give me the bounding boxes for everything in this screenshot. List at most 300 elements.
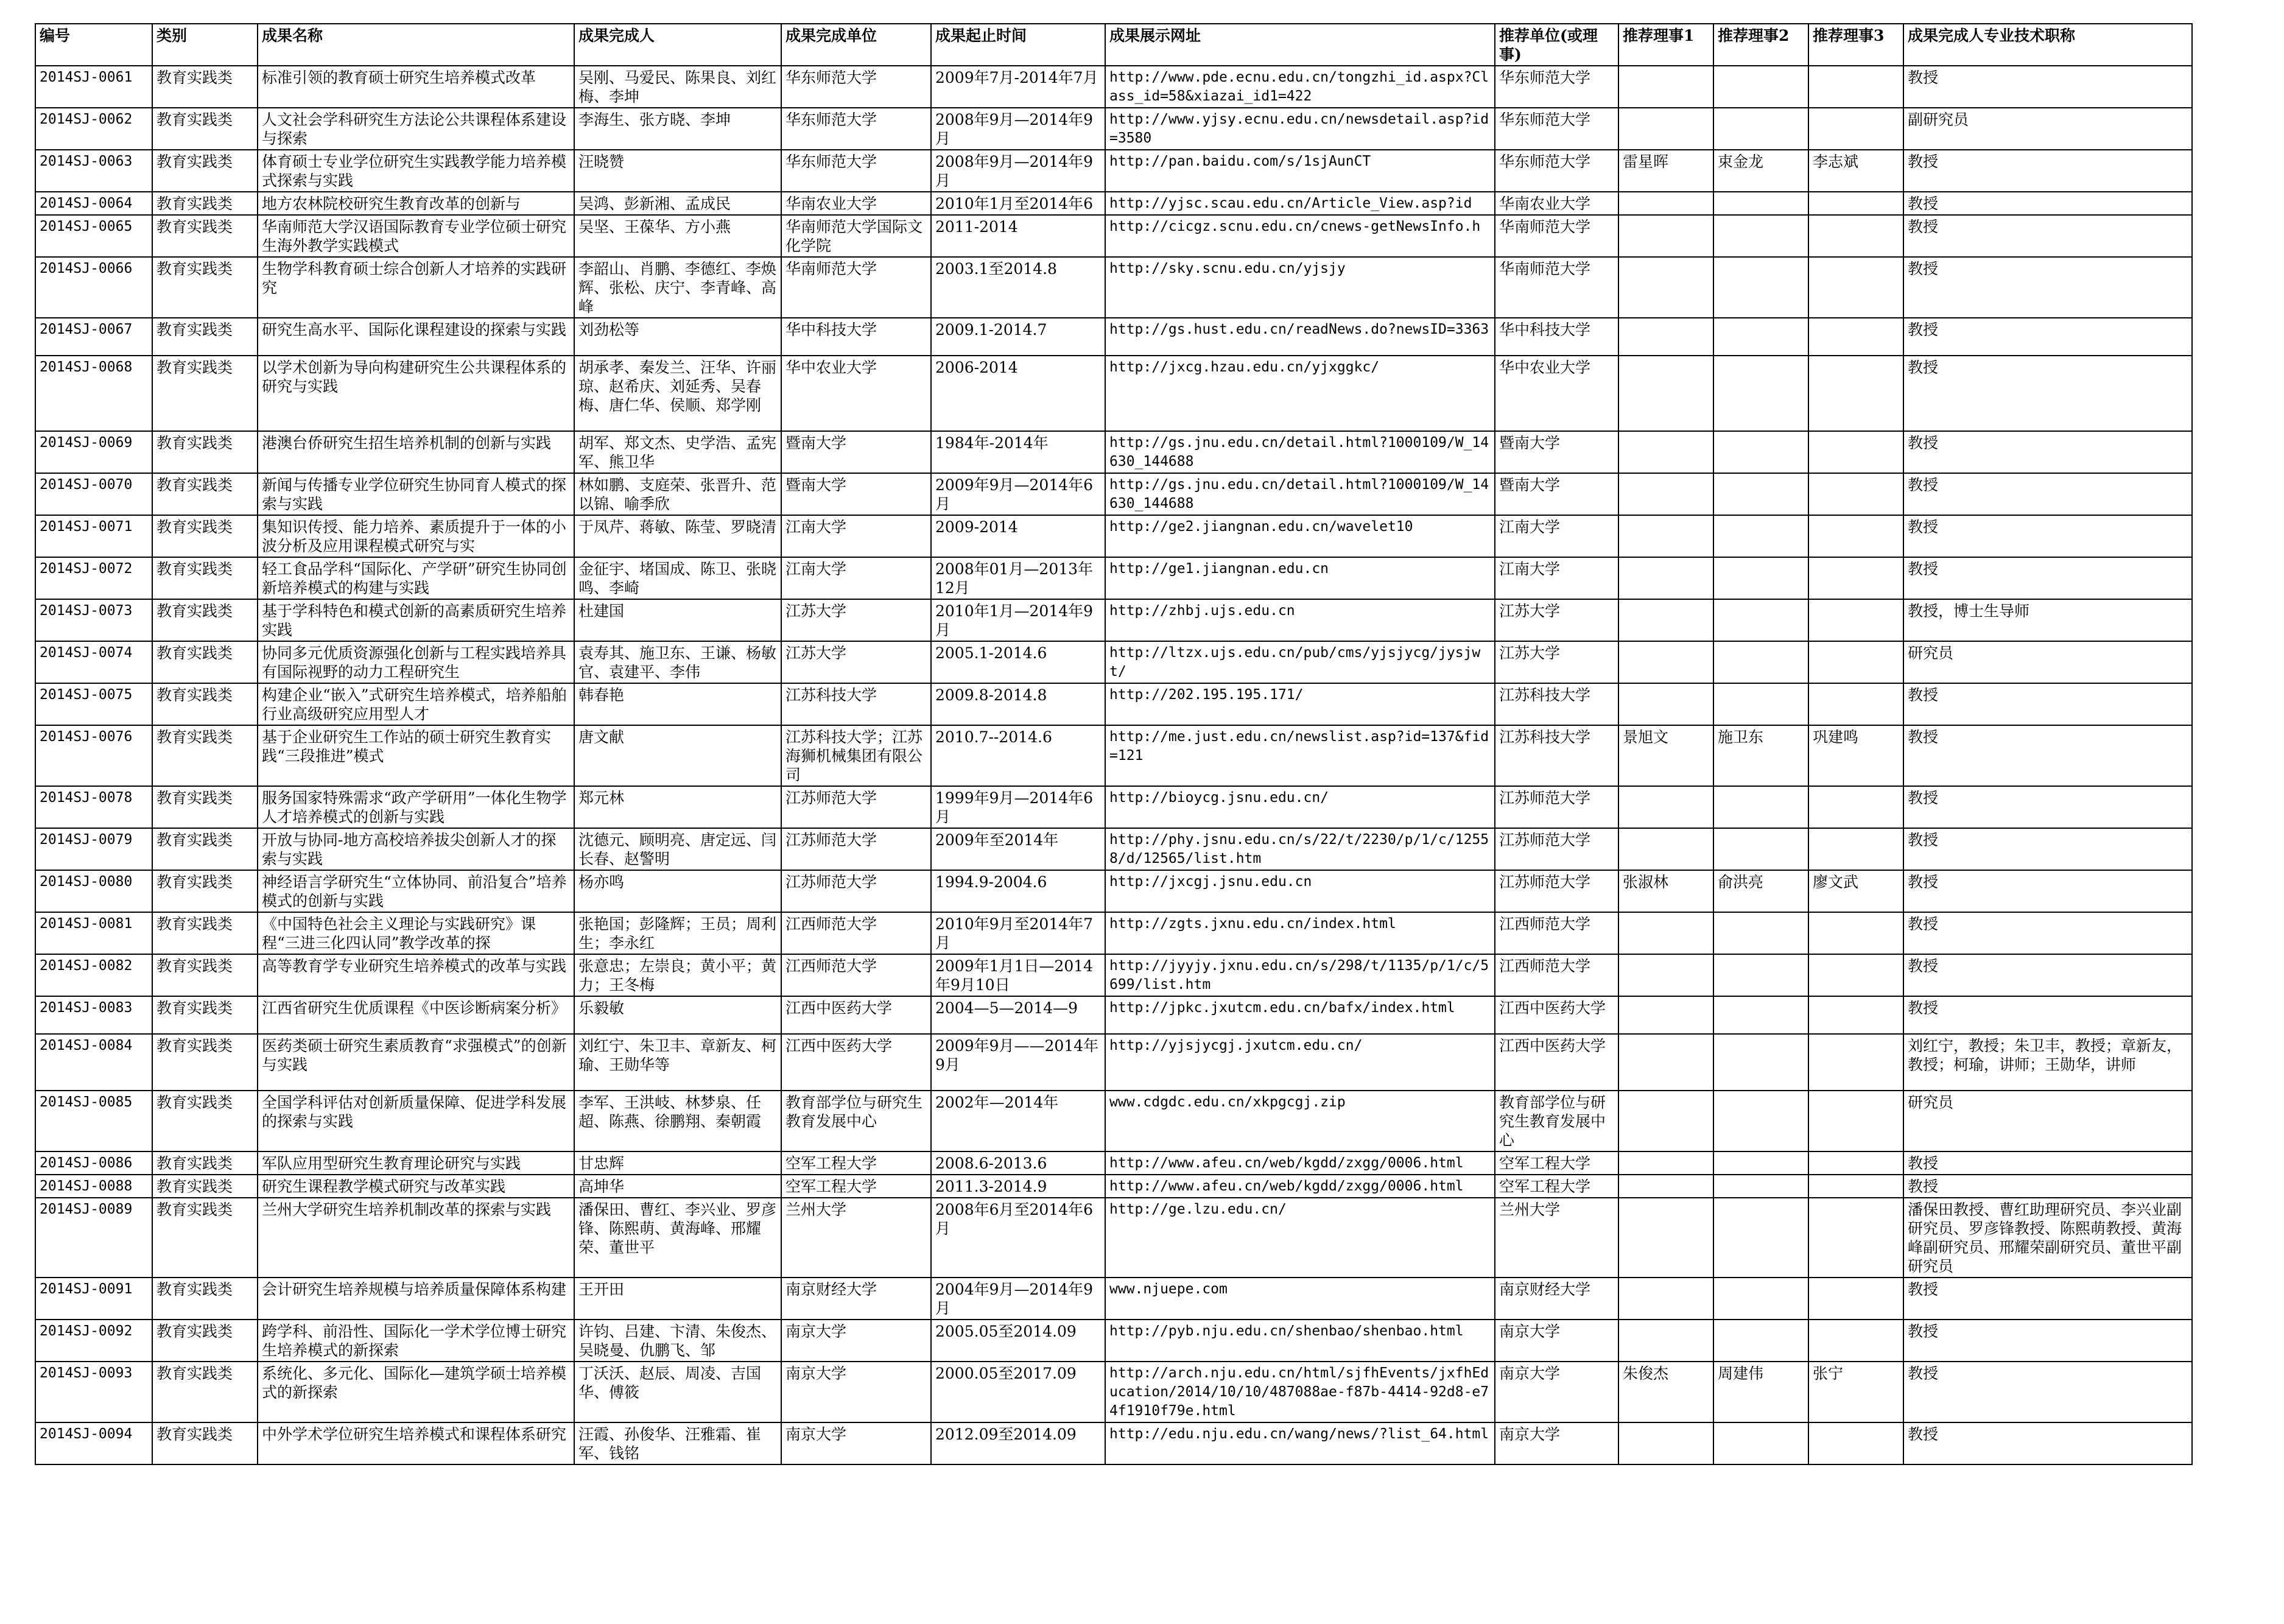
table-cell: 2008年6月至2014年6月 bbox=[931, 1198, 1105, 1278]
table-cell bbox=[1713, 1151, 1808, 1175]
table-cell: 2009年7月-2014年7月 bbox=[931, 66, 1105, 108]
table-row bbox=[35, 108, 2192, 150]
table-cell bbox=[1808, 215, 1903, 257]
table-cell: 体育硕士专业学位研究生实践教学能力培养模式探索与实践 bbox=[258, 150, 574, 192]
table-cell: http://jxcg.hzau.edu.cn/yjxggkc/ bbox=[1105, 356, 1495, 431]
table-cell bbox=[1713, 599, 1808, 641]
table-cell: 华南师范大学国际文化学院 bbox=[781, 215, 931, 257]
table-cell: 教授 bbox=[1903, 257, 2192, 318]
table-cell bbox=[1808, 257, 1903, 318]
table-cell: 景旭文 bbox=[1618, 725, 1713, 786]
table-cell: 江苏大学 bbox=[781, 641, 931, 683]
table-cell: 教授 bbox=[1903, 786, 2192, 828]
table-cell: 教育实践类 bbox=[152, 318, 258, 356]
table-cell bbox=[1713, 318, 1808, 356]
table-cell: 教授 bbox=[1903, 1175, 2192, 1198]
table-cell: 潘保田教授、曹红助理研究员、李兴业副研究员、罗彦锋教授、陈熙萌教授、黄海峰副研究员、邢耀荣副研究员、董世平副研究员 bbox=[1903, 1198, 2192, 1278]
table-cell: 2009年1月1日—2014年9月10日 bbox=[931, 954, 1105, 996]
table-cell: 研究员 bbox=[1903, 1091, 2192, 1151]
table-cell bbox=[1808, 1151, 1903, 1175]
table-cell: 教育实践类 bbox=[152, 1320, 258, 1362]
table-cell: 金征宇、堵国成、陈卫、张晓鸣、李崎 bbox=[574, 557, 781, 599]
table-cell: http://gs.jnu.edu.cn/detail.html?1000109/W_14630_144688 bbox=[1105, 473, 1495, 515]
table-cell bbox=[1713, 515, 1808, 557]
table-cell: http://jyyjy.jxnu.edu.cn/s/298/t/1135/p/1/c/5699/list.htm bbox=[1105, 954, 1495, 996]
table-cell bbox=[1618, 108, 1713, 150]
table-cell: 中外学术学位研究生培养模式和课程体系研究 bbox=[258, 1422, 574, 1464]
table-cell: 2014SJ-0061 bbox=[35, 66, 152, 108]
table-cell bbox=[1808, 192, 1903, 215]
table-cell: www.njuepe.com bbox=[1105, 1278, 1495, 1320]
table-cell: 教授 bbox=[1903, 954, 2192, 996]
table-cell: 2014SJ-0093 bbox=[35, 1362, 152, 1422]
table-cell: 张宁 bbox=[1808, 1362, 1903, 1422]
table-cell: 韩春艳 bbox=[574, 683, 781, 725]
table-cell bbox=[1618, 257, 1713, 318]
table-cell: 束金龙 bbox=[1713, 150, 1808, 192]
table-cell: 华中农业大学 bbox=[1495, 356, 1618, 431]
table-cell: 2009.8-2014.8 bbox=[931, 683, 1105, 725]
table-cell bbox=[1618, 954, 1713, 996]
table-cell: 教授 bbox=[1903, 557, 2192, 599]
table-cell bbox=[1808, 356, 1903, 431]
table-cell: 乐毅敏 bbox=[574, 996, 781, 1034]
table-cell bbox=[1713, 473, 1808, 515]
table-cell bbox=[1808, 683, 1903, 725]
table-cell: 江苏大学 bbox=[781, 599, 931, 641]
table-cell: 集知识传授、能力培养、素质提升于一体的小波分析及应用课程模式研究与实 bbox=[258, 515, 574, 557]
table-cell: 巩建鸣 bbox=[1808, 725, 1903, 786]
table-cell: 全国学科评估对创新质量保障、促进学科发展的探索与实践 bbox=[258, 1091, 574, 1151]
table-cell: 南京大学 bbox=[1495, 1320, 1618, 1362]
table-cell: 华南师范大学 bbox=[1495, 215, 1618, 257]
table-cell: 2014SJ-0084 bbox=[35, 1034, 152, 1091]
table-cell: 教育实践类 bbox=[152, 1034, 258, 1091]
table-cell: 2012.09至2014.09 bbox=[931, 1422, 1105, 1464]
table-cell bbox=[1808, 996, 1903, 1034]
table-row bbox=[35, 954, 2192, 996]
table-cell: 2014SJ-0092 bbox=[35, 1320, 152, 1362]
table-cell: 教育实践类 bbox=[152, 912, 258, 954]
table-cell: 教育实践类 bbox=[152, 473, 258, 515]
column-header: 成果完成人专业技术职称 bbox=[1903, 24, 2192, 66]
table-cell: 教育部学位与研究生教育发展中心 bbox=[1495, 1091, 1618, 1151]
table-cell: 江苏师范大学 bbox=[781, 786, 931, 828]
table-row bbox=[35, 683, 2192, 725]
table-row bbox=[35, 828, 2192, 870]
table-row bbox=[35, 599, 2192, 641]
table-cell: 兰州大学 bbox=[781, 1198, 931, 1278]
table-cell: 2009.1-2014.7 bbox=[931, 318, 1105, 356]
table-cell bbox=[1713, 912, 1808, 954]
table-cell: 空军工程大学 bbox=[781, 1151, 931, 1175]
table-cell: 江西师范大学 bbox=[1495, 954, 1618, 996]
table-cell: http://www.afeu.cn/web/kgdd/zxgg/0006.html bbox=[1105, 1151, 1495, 1175]
table-cell: 1984年-2014年 bbox=[931, 431, 1105, 473]
table-cell bbox=[1808, 641, 1903, 683]
table-cell: www.cdgdc.edu.cn/xkpgcgj.zip bbox=[1105, 1091, 1495, 1151]
table-cell: 教育实践类 bbox=[152, 66, 258, 108]
table-cell bbox=[1713, 557, 1808, 599]
table-cell: http://bioycg.jsnu.edu.cn/ bbox=[1105, 786, 1495, 828]
table-cell: 2014SJ-0069 bbox=[35, 431, 152, 473]
table-cell: 2014SJ-0064 bbox=[35, 192, 152, 215]
table-cell: 2014SJ-0086 bbox=[35, 1151, 152, 1175]
table-cell: 江苏师范大学 bbox=[1495, 870, 1618, 912]
table-cell bbox=[1713, 996, 1808, 1034]
table-cell bbox=[1713, 1278, 1808, 1320]
table-cell: 教授 bbox=[1903, 150, 2192, 192]
table-cell: 港澳台侨研究生招生培养机制的创新与实践 bbox=[258, 431, 574, 473]
table-cell: http://gs.jnu.edu.cn/detail.html?1000109/W_14630_144688 bbox=[1105, 431, 1495, 473]
table-cell bbox=[1618, 1320, 1713, 1362]
table-cell: 2014SJ-0070 bbox=[35, 473, 152, 515]
table-row bbox=[35, 870, 2192, 912]
table-cell: 南京大学 bbox=[781, 1422, 931, 1464]
table-cell: 江西师范大学 bbox=[1495, 912, 1618, 954]
table-cell: 2011.3-2014.9 bbox=[931, 1175, 1105, 1198]
table-cell: 江苏师范大学 bbox=[781, 828, 931, 870]
table-cell: 基于学科特色和模式创新的高素质研究生培养实践 bbox=[258, 599, 574, 641]
table-cell bbox=[1618, 599, 1713, 641]
table-cell: 沈德元、顾明亮、唐定远、闫长春、赵警明 bbox=[574, 828, 781, 870]
table-cell bbox=[1808, 318, 1903, 356]
table-row bbox=[35, 431, 2192, 473]
table-cell bbox=[1618, 1422, 1713, 1464]
table-cell: 2006-2014 bbox=[931, 356, 1105, 431]
table-cell bbox=[1713, 1175, 1808, 1198]
table-cell: 华东师范大学 bbox=[1495, 150, 1618, 192]
table-cell: http://jpkc.jxutcm.edu.cn/bafx/index.html bbox=[1105, 996, 1495, 1034]
table-cell: 副研究员 bbox=[1903, 108, 2192, 150]
table-cell: 教育实践类 bbox=[152, 725, 258, 786]
table-cell: 朱俊杰 bbox=[1618, 1362, 1713, 1422]
table-cell: 教育实践类 bbox=[152, 1198, 258, 1278]
table-cell: 教育实践类 bbox=[152, 996, 258, 1034]
column-header: 推荐单位(或理事) bbox=[1495, 24, 1618, 66]
table-cell: 江苏大学 bbox=[1495, 641, 1618, 683]
table-cell bbox=[1713, 431, 1808, 473]
table-cell: 南京大学 bbox=[1495, 1362, 1618, 1422]
table-cell: 华南师范大学 bbox=[781, 257, 931, 318]
table-cell: 2008年9月—2014年9月 bbox=[931, 108, 1105, 150]
table-cell: 2003.1至2014.8 bbox=[931, 257, 1105, 318]
table-row bbox=[35, 996, 2192, 1034]
table-cell: 2014SJ-0073 bbox=[35, 599, 152, 641]
table-cell bbox=[1808, 1278, 1903, 1320]
table-cell: 2000.05至2017.09 bbox=[931, 1362, 1105, 1422]
table-cell: 高等教育学专业研究生培养模式的改革与实践 bbox=[258, 954, 574, 996]
table-cell: 胡承孝、秦发兰、汪华、许丽琼、赵希庆、刘延秀、吴春梅、唐仁华、侯顺、郑学刚 bbox=[574, 356, 781, 431]
table-cell: 2014SJ-0091 bbox=[35, 1278, 152, 1320]
table-cell: 吴坚、王葆华、方小燕 bbox=[574, 215, 781, 257]
table-cell: 暨南大学 bbox=[1495, 431, 1618, 473]
table-cell: 教授 bbox=[1903, 1320, 2192, 1362]
table-row bbox=[35, 1320, 2192, 1362]
table-cell: 江南大学 bbox=[781, 557, 931, 599]
table-cell: 2014SJ-0074 bbox=[35, 641, 152, 683]
table-cell: 廖文武 bbox=[1808, 870, 1903, 912]
table-cell: http://zgts.jxnu.edu.cn/index.html bbox=[1105, 912, 1495, 954]
table-cell: 跨学科、前沿性、国际化一学术学位博士研究生培养模式的新探索 bbox=[258, 1320, 574, 1362]
table-row bbox=[35, 1278, 2192, 1320]
column-header: 成果名称 bbox=[258, 24, 574, 66]
table-cell: 江苏科技大学 bbox=[1495, 725, 1618, 786]
table-cell: 2014SJ-0068 bbox=[35, 356, 152, 431]
table-cell: 2008年01月—2013年12月 bbox=[931, 557, 1105, 599]
table-cell: 江南大学 bbox=[781, 515, 931, 557]
table-cell bbox=[1618, 356, 1713, 431]
table-cell: 教育实践类 bbox=[152, 683, 258, 725]
table-cell: 江苏师范大学 bbox=[781, 870, 931, 912]
table-cell: 2014SJ-0080 bbox=[35, 870, 152, 912]
table-cell: 许钧、吕建、卞清、朱俊杰、吴晓曼、仇鹏飞、邹 bbox=[574, 1320, 781, 1362]
table-cell: 教授 bbox=[1903, 996, 2192, 1034]
table-cell: http://arch.nju.edu.cn/html/sjfhEvents/jxfhEducation/2014/10/10/487088ae-f87b-4414-92d8-e74f1910f79e.html bbox=[1105, 1362, 1495, 1422]
table-cell bbox=[1713, 641, 1808, 683]
table-cell: 教授，博士生导师 bbox=[1903, 599, 2192, 641]
results-table bbox=[35, 23, 2193, 1465]
table-cell: 教育实践类 bbox=[152, 828, 258, 870]
table-cell: 江苏科技大学 bbox=[781, 683, 931, 725]
table-cell: 郑元林 bbox=[574, 786, 781, 828]
table-cell: 会计研究生培养规模与培养质量保障体系构建 bbox=[258, 1278, 574, 1320]
table-cell: 2009年9月——2014年9月 bbox=[931, 1034, 1105, 1091]
table-cell bbox=[1808, 828, 1903, 870]
table-cell: 南京财经大学 bbox=[781, 1278, 931, 1320]
table-cell: 教育部学位与研究生教育发展中心 bbox=[781, 1091, 931, 1151]
table-cell: 南京大学 bbox=[781, 1320, 931, 1362]
table-cell: 教授 bbox=[1903, 1151, 2192, 1175]
table-cell: 教授 bbox=[1903, 215, 2192, 257]
table-cell: 开放与协同-地方高校培养拔尖创新人才的探索与实践 bbox=[258, 828, 574, 870]
table-cell: 刘红宁、朱卫丰、章新友、柯瑜、王勋华等 bbox=[574, 1034, 781, 1091]
table-cell bbox=[1808, 954, 1903, 996]
table-cell bbox=[1808, 473, 1903, 515]
table-cell: 俞洪亮 bbox=[1713, 870, 1808, 912]
table-cell: 生物学科教育硕士综合创新人才培养的实践研究 bbox=[258, 257, 574, 318]
table-cell: 教育实践类 bbox=[152, 257, 258, 318]
table-cell: 2002年—2014年 bbox=[931, 1091, 1105, 1151]
table-row bbox=[35, 912, 2192, 954]
table-cell: 教育实践类 bbox=[152, 641, 258, 683]
table-cell: http://yjsjycgj.jxutcm.edu.cn/ bbox=[1105, 1034, 1495, 1091]
table-row bbox=[35, 318, 2192, 356]
table-cell bbox=[1713, 786, 1808, 828]
table-cell: 教育实践类 bbox=[152, 1362, 258, 1422]
table-cell: 华中农业大学 bbox=[781, 356, 931, 431]
table-cell: 新闻与传播专业学位研究生协同育人模式的探索与实践 bbox=[258, 473, 574, 515]
spreadsheet bbox=[35, 23, 2191, 1465]
table-cell bbox=[1808, 1091, 1903, 1151]
table-cell: http://202.195.195.171/ bbox=[1105, 683, 1495, 725]
table-cell: 教育实践类 bbox=[152, 356, 258, 431]
table-cell: 杨亦鸣 bbox=[574, 870, 781, 912]
table-cell bbox=[1808, 1175, 1903, 1198]
table-row bbox=[35, 215, 2192, 257]
table-cell bbox=[1618, 828, 1713, 870]
table-cell: 胡军、郑文杰、史学浩、孟宪军、熊卫华 bbox=[574, 431, 781, 473]
table-cell: 李志斌 bbox=[1808, 150, 1903, 192]
table-cell bbox=[1618, 473, 1713, 515]
table-cell: 刘红宁，教授；朱卫丰，教授；章新友，教授；柯瑜，讲师；王勋华，讲师 bbox=[1903, 1034, 2192, 1091]
table-cell: 2014SJ-0062 bbox=[35, 108, 152, 150]
table-cell: http://sky.scnu.edu.cn/yjsjy bbox=[1105, 257, 1495, 318]
table-cell: 神经语言学研究生“立体协同、前沿复合”培养模式的创新与实践 bbox=[258, 870, 574, 912]
table-cell: 2009年至2014年 bbox=[931, 828, 1105, 870]
table-cell: 空军工程大学 bbox=[781, 1175, 931, 1198]
table-cell bbox=[1618, 1091, 1713, 1151]
table-cell: 华南师范大学 bbox=[1495, 257, 1618, 318]
table-cell bbox=[1618, 192, 1713, 215]
table-cell: 袁寿其、施卫东、王谦、杨敏官、袁建平、李伟 bbox=[574, 641, 781, 683]
table-cell: 教育实践类 bbox=[152, 192, 258, 215]
table-cell: 教育实践类 bbox=[152, 1091, 258, 1151]
table-cell: 2014SJ-0066 bbox=[35, 257, 152, 318]
table-cell: 2014SJ-0085 bbox=[35, 1091, 152, 1151]
table-cell: 华中科技大学 bbox=[781, 318, 931, 356]
table-cell bbox=[1618, 66, 1713, 108]
table-cell: 2014SJ-0072 bbox=[35, 557, 152, 599]
table-cell: 南京大学 bbox=[781, 1362, 931, 1422]
table-cell: 教授 bbox=[1903, 66, 2192, 108]
column-header: 成果起止时间 bbox=[931, 24, 1105, 66]
table-cell: 李海生、张方晓、李坤 bbox=[574, 108, 781, 150]
table-cell: 以学术创新为导向构建研究生公共课程体系的研究与实践 bbox=[258, 356, 574, 431]
table-cell bbox=[1618, 912, 1713, 954]
table-row bbox=[35, 473, 2192, 515]
table-cell: 李韶山、肖鹏、李德红、李焕辉、张松、庆宁、李青峰、高峰 bbox=[574, 257, 781, 318]
table-cell: 教育实践类 bbox=[152, 108, 258, 150]
table-cell: 教授 bbox=[1903, 683, 2192, 725]
table-cell: 唐文献 bbox=[574, 725, 781, 786]
table-cell: 杜建国 bbox=[574, 599, 781, 641]
column-header: 类别 bbox=[152, 24, 258, 66]
table-cell: 教育实践类 bbox=[152, 870, 258, 912]
table-row bbox=[35, 1034, 2192, 1091]
table-cell: 南京财经大学 bbox=[1495, 1278, 1618, 1320]
table-cell: 1999年9月—2014年6月 bbox=[931, 786, 1105, 828]
table-cell: 教育实践类 bbox=[152, 786, 258, 828]
table-cell: http://www.pde.ecnu.edu.cn/tongzhi_id.aspx?Class_id=58&xiazai_id1=422 bbox=[1105, 66, 1495, 108]
table-cell: http://gs.hust.edu.cn/readNews.do?newsID=3363 bbox=[1105, 318, 1495, 356]
table-cell bbox=[1713, 192, 1808, 215]
table-cell: 教育实践类 bbox=[152, 431, 258, 473]
table-cell: 2014SJ-0089 bbox=[35, 1198, 152, 1278]
table-cell: 教授 bbox=[1903, 870, 2192, 912]
table-cell: 2009-2014 bbox=[931, 515, 1105, 557]
table-cell: 2014SJ-0083 bbox=[35, 996, 152, 1034]
table-cell: 华东师范大学 bbox=[781, 66, 931, 108]
column-header: 成果展示网址 bbox=[1105, 24, 1495, 66]
header-row bbox=[35, 24, 2192, 66]
table-cell: 王开田 bbox=[574, 1278, 781, 1320]
table-row bbox=[35, 192, 2192, 215]
table-cell: 暨南大学 bbox=[781, 473, 931, 515]
table-cell: 兰州大学 bbox=[1495, 1198, 1618, 1278]
table-cell: 教育实践类 bbox=[152, 1278, 258, 1320]
table-body bbox=[35, 66, 2192, 1464]
table-cell: 张艳国；彭隆辉；王员；周利生；李永红 bbox=[574, 912, 781, 954]
table-cell: 教育实践类 bbox=[152, 1151, 258, 1175]
table-cell: 吴刚、马爱民、陈果良、刘红梅、李坤 bbox=[574, 66, 781, 108]
table-cell: 林如鹏、支庭荣、张晋升、范以锦、喻季欣 bbox=[574, 473, 781, 515]
table-cell: 华中科技大学 bbox=[1495, 318, 1618, 356]
table-row bbox=[35, 257, 2192, 318]
table-cell: 2014SJ-0063 bbox=[35, 150, 152, 192]
table-cell: 华东师范大学 bbox=[1495, 108, 1618, 150]
table-cell: http://pan.baidu.com/s/1sjAunCT bbox=[1105, 150, 1495, 192]
table-cell bbox=[1713, 1320, 1808, 1362]
table-row bbox=[35, 1422, 2192, 1464]
table-cell bbox=[1618, 1151, 1713, 1175]
table-cell: 研究生课程教学模式研究与改革实践 bbox=[258, 1175, 574, 1198]
table-cell: 江南大学 bbox=[1495, 557, 1618, 599]
table-cell bbox=[1808, 786, 1903, 828]
table-cell: 江西中医药大学 bbox=[781, 996, 931, 1034]
table-cell: 军队应用型研究生教育理论研究与实践 bbox=[258, 1151, 574, 1175]
table-cell: 江西中医药大学 bbox=[1495, 1034, 1618, 1091]
table-cell: http://ge.lzu.edu.cn/ bbox=[1105, 1198, 1495, 1278]
table-cell: http://yjsc.scau.edu.cn/Article_View.asp?id bbox=[1105, 192, 1495, 215]
table-cell: 江西中医药大学 bbox=[1495, 996, 1618, 1034]
table-cell bbox=[1808, 515, 1903, 557]
table-cell bbox=[1808, 66, 1903, 108]
table-cell: 2014SJ-0076 bbox=[35, 725, 152, 786]
table-cell bbox=[1618, 515, 1713, 557]
table-row bbox=[35, 1091, 2192, 1151]
table-cell bbox=[1618, 683, 1713, 725]
table-cell: http://zhbj.ujs.edu.cn bbox=[1105, 599, 1495, 641]
table-cell bbox=[1713, 108, 1808, 150]
table-cell: 教育实践类 bbox=[152, 150, 258, 192]
table-cell: 暨南大学 bbox=[781, 431, 931, 473]
table-cell: 兰州大学研究生培养机制改革的探索与实践 bbox=[258, 1198, 574, 1278]
table-cell: 教育实践类 bbox=[152, 1175, 258, 1198]
table-cell bbox=[1808, 1422, 1903, 1464]
table-cell: http://www.afeu.cn/web/kgdd/zxgg/0006.html bbox=[1105, 1175, 1495, 1198]
table-row bbox=[35, 515, 2192, 557]
table-cell: 教育实践类 bbox=[152, 515, 258, 557]
table-cell bbox=[1808, 1320, 1903, 1362]
table-cell bbox=[1713, 66, 1808, 108]
table-cell: 2010年9月至2014年7月 bbox=[931, 912, 1105, 954]
table-cell bbox=[1618, 1175, 1713, 1198]
table-cell bbox=[1618, 641, 1713, 683]
table-cell: 轻工食品学科“国际化、产学研”研究生协同创新培养模式的构建与实践 bbox=[258, 557, 574, 599]
table-cell: 2004年9月—2014年9月 bbox=[931, 1278, 1105, 1320]
table-cell: 高坤华 bbox=[574, 1175, 781, 1198]
table-row bbox=[35, 356, 2192, 431]
table-cell: http://phy.jsnu.edu.cn/s/22/t/2230/p/1/c/12558/d/12565/list.htm bbox=[1105, 828, 1495, 870]
table-cell: 系统化、多元化、国际化—建筑学硕士培养模式的新探索 bbox=[258, 1362, 574, 1422]
table-cell: 研究生高水平、国际化课程建设的探索与实践 bbox=[258, 318, 574, 356]
table-cell: 甘忠辉 bbox=[574, 1151, 781, 1175]
table-cell bbox=[1808, 108, 1903, 150]
table-cell bbox=[1618, 215, 1713, 257]
table-cell: 教育实践类 bbox=[152, 1422, 258, 1464]
table-cell: 地方农林院校研究生教育改革的创新与 bbox=[258, 192, 574, 215]
table-cell: 2005.05至2014.09 bbox=[931, 1320, 1105, 1362]
table-cell: 教授 bbox=[1903, 192, 2192, 215]
table-cell: 华东师范大学 bbox=[781, 150, 931, 192]
table-row bbox=[35, 1175, 2192, 1198]
table-cell: 于凤芹、蒋敏、陈莹、罗晓清 bbox=[574, 515, 781, 557]
table-cell: 2010年1月至2014年6 bbox=[931, 192, 1105, 215]
table-cell: 2009年9月—2014年6月 bbox=[931, 473, 1105, 515]
table-cell: 江苏科技大学 bbox=[1495, 683, 1618, 725]
table-cell bbox=[1713, 954, 1808, 996]
